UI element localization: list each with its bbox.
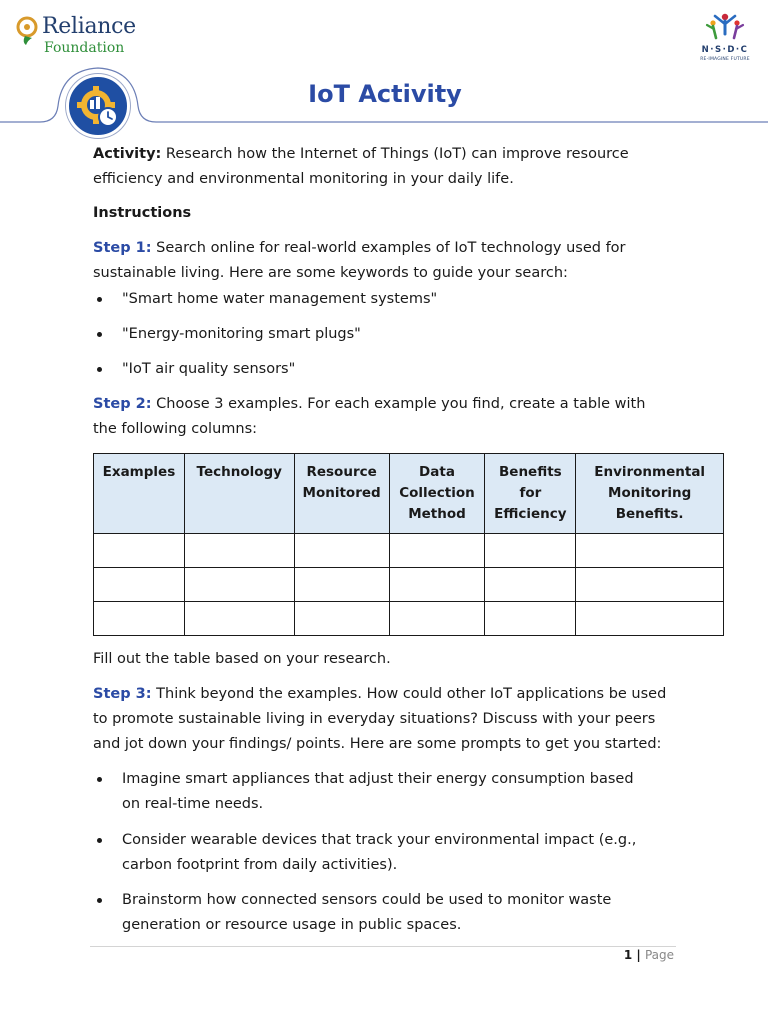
table-cell[interactable] xyxy=(576,568,724,602)
fill-note: Fill out the table based on your research. xyxy=(93,651,391,667)
prompt-text xyxy=(122,828,712,878)
activity-paragraph xyxy=(93,142,733,192)
table-cell[interactable] xyxy=(389,534,485,568)
step3-text-line1: Think beyond the examples. How could other IoT applications be used xyxy=(151,686,667,702)
page-footer xyxy=(560,946,674,964)
column-header xyxy=(94,454,185,534)
bullet-dot xyxy=(97,367,102,372)
activity-text-line1: Research how the Internet of Things (IoT) can improve resource xyxy=(161,146,629,162)
step3-text-line2: to promote sustainable living in everyday situations? Discuss with your peers xyxy=(93,711,656,727)
table-cell[interactable] xyxy=(184,534,294,568)
page-number: 1 xyxy=(623,948,633,962)
step1-paragraph xyxy=(93,236,733,286)
activity-badge xyxy=(66,74,130,138)
keyword-text: "Smart home water management systems" xyxy=(122,291,438,307)
prompt-line: Brainstorm how connected sensors could be used to monitor waste xyxy=(122,892,612,908)
org-name: Reliance xyxy=(42,14,136,39)
table-cell[interactable] xyxy=(294,568,389,602)
header-line: Monitoring xyxy=(608,485,692,501)
nsdc-wordmark: N·S·D·C xyxy=(701,45,749,55)
table-cell[interactable] xyxy=(576,534,724,568)
nsdc-tagline: RE-IMAGINE FUTURE xyxy=(700,57,750,62)
header-line: Data xyxy=(419,464,455,480)
step1-text-line1: Search online for real-world examples of IoT technology used for xyxy=(151,240,626,256)
org-subname: Foundation xyxy=(44,40,125,56)
column-header xyxy=(485,454,576,534)
table-cell[interactable] xyxy=(389,602,485,636)
header-line: for xyxy=(519,485,542,501)
step1-text-line2: sustainable living. Here are some keywords to guide your search: xyxy=(93,265,568,281)
step2-text-line1: Choose 3 examples. For each example you find, create a table with xyxy=(151,396,646,412)
header-line: Collection xyxy=(399,485,475,501)
header-line: Method xyxy=(408,506,466,522)
header-line: Benefits. xyxy=(615,506,684,522)
page-label: Page xyxy=(644,948,674,962)
page-header xyxy=(0,0,768,140)
step2-text-line2: the following columns: xyxy=(93,421,258,437)
instructions-heading: Instructions xyxy=(93,205,192,221)
step2-label: Step 2: xyxy=(93,396,152,412)
column-header xyxy=(294,454,389,534)
activity-text-line2: efficiency and environmental monitoring in your daily life. xyxy=(93,171,514,187)
table-cell[interactable] xyxy=(485,602,576,636)
table-cell[interactable] xyxy=(94,534,185,568)
table-header-row xyxy=(94,454,724,534)
header-line: Technology xyxy=(196,464,282,480)
bullet-dot xyxy=(97,297,102,302)
gear-clock-icon xyxy=(69,77,127,135)
prompt-line: Imagine smart appliances that adjust their energy consumption based xyxy=(122,771,634,787)
header-line: Resource xyxy=(306,464,377,480)
prompt-line: carbon footprint from daily activities). xyxy=(122,857,398,873)
header-line: Examples xyxy=(102,464,176,480)
table-cell[interactable] xyxy=(485,534,576,568)
table-cell[interactable] xyxy=(294,534,389,568)
prompt-text xyxy=(122,888,712,938)
table-cell[interactable] xyxy=(576,602,724,636)
column-header xyxy=(184,454,294,534)
bullet-dot xyxy=(97,777,102,782)
bullet-dot xyxy=(97,332,102,337)
prompt-line: Consider wearable devices that track your environmental impact (e.g., xyxy=(122,832,637,848)
table-row xyxy=(94,602,724,636)
table-cell[interactable] xyxy=(184,568,294,602)
table-cell[interactable] xyxy=(389,568,485,602)
prompt-line: on real-time needs. xyxy=(122,796,264,812)
bullet-dot xyxy=(97,838,102,843)
research-table xyxy=(93,453,724,636)
prompt-line: generation or resource usage in public spaces. xyxy=(122,917,462,933)
prompt-text xyxy=(122,767,712,817)
header-line: Benefits xyxy=(499,464,562,480)
step2-paragraph xyxy=(93,392,733,442)
table-cell[interactable] xyxy=(94,602,185,636)
activity-label: Activity: xyxy=(93,146,162,162)
table-row xyxy=(94,534,724,568)
step3-text-line3: and jot down your findings/ points. Here are some prompts to get you started: xyxy=(93,736,662,752)
table-cell[interactable] xyxy=(184,602,294,636)
bullet-dot xyxy=(97,898,102,903)
step3-label: Step 3: xyxy=(93,686,152,702)
step1-label: Step 1: xyxy=(93,240,152,256)
page-title: IoT Activity xyxy=(308,80,462,108)
column-header xyxy=(576,454,724,534)
table-cell[interactable] xyxy=(94,568,185,602)
header-line: Monitored xyxy=(302,485,381,501)
column-header xyxy=(389,454,485,534)
table-row xyxy=(94,568,724,602)
header-line: Efficiency xyxy=(494,506,567,522)
page-separator: | xyxy=(632,948,645,962)
keyword-text: "Energy-monitoring smart plugs" xyxy=(122,326,361,342)
header-line: Environmental xyxy=(594,464,706,480)
step3-paragraph xyxy=(93,682,733,757)
keyword-text: "IoT air quality sensors" xyxy=(122,361,296,377)
table-cell[interactable] xyxy=(485,568,576,602)
table-cell[interactable] xyxy=(294,602,389,636)
